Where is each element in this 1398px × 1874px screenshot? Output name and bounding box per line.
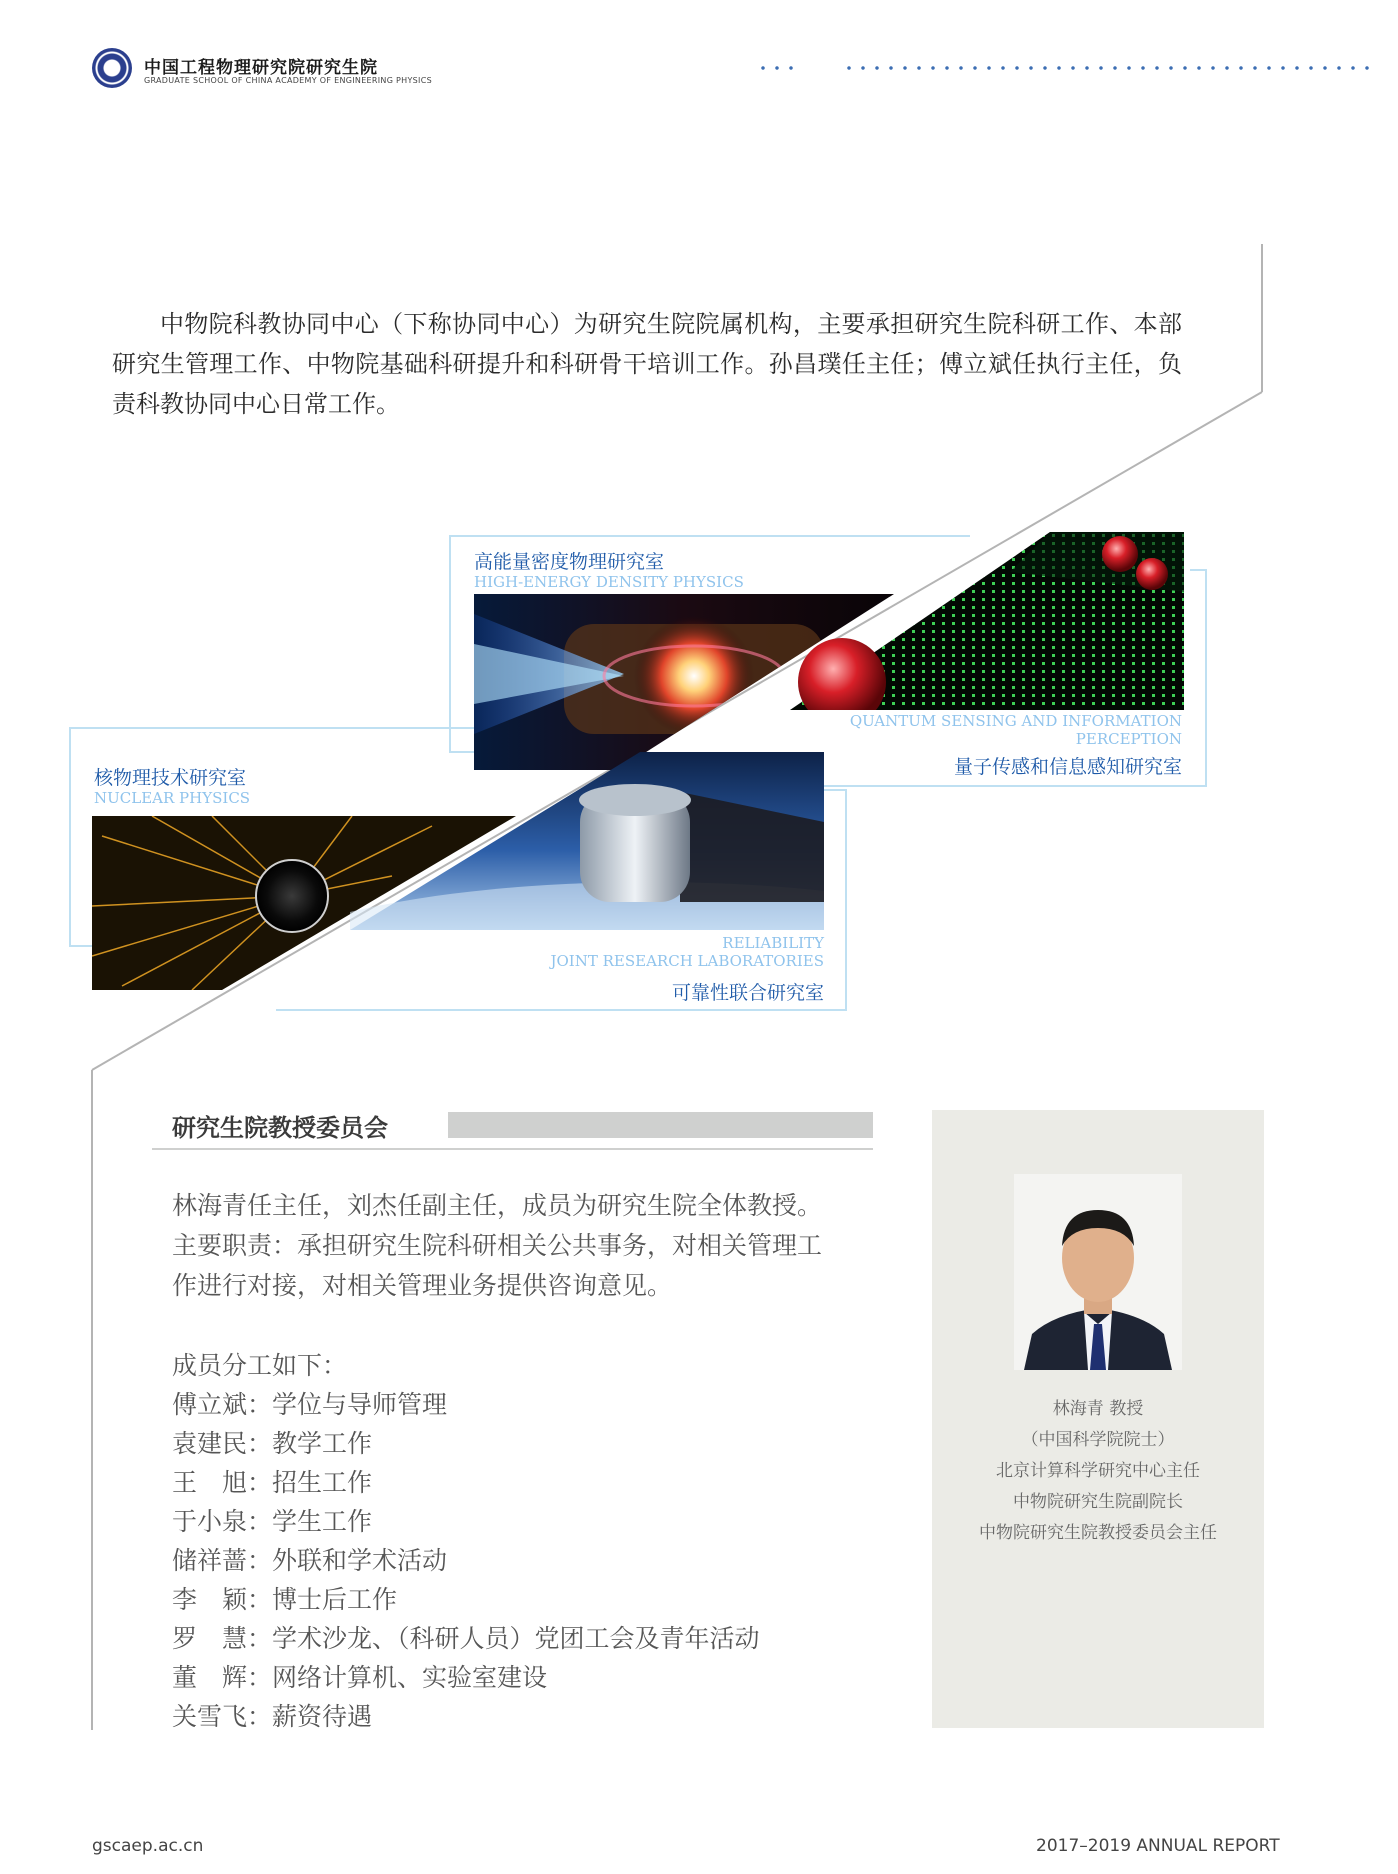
member-item: 储祥蔷：外联和学术活动 <box>172 1546 448 1575</box>
lab-quantum-name-en-2: PERCEPTION <box>1075 730 1182 748</box>
quantum-lab-photo <box>790 532 1184 710</box>
committee-desc-line-2: 主要职责：承担研究生院科研相关公共事务，对相关管理工 <box>172 1231 823 1260</box>
lab-reliability-name-en-1: RELIABILITY <box>722 934 824 952</box>
committee-divider <box>152 1148 873 1150</box>
org-name-en: GRADUATE SCHOOL OF CHINA ACADEMY OF ENGINEERING PHYSICS <box>144 76 432 85</box>
committee-title-bar <box>448 1112 873 1138</box>
profile-line: （中国科学院院士） <box>1021 1430 1175 1450</box>
lab-nuclear-name-en: NUCLEAR PHYSICS <box>94 789 251 807</box>
lab-nuclear-name-cn: 核物理技术研究室 <box>94 767 247 789</box>
member-item: 傅立斌：学位与导师管理 <box>172 1390 448 1419</box>
portrait-photo <box>1014 1174 1182 1370</box>
lab-reliability-name-en-2: JOINT RESEARCH LABORATORIES <box>550 952 824 970</box>
intro-paragraph: 中物院科教协同中心（下称协同中心）为研究生院院属机构，主要承担研究生院科研工作、本部研究生管理工作、中物院基础科研提升和科研骨干培训工作。孙昌璞任主任；傅立斌任执行主任，负责科教协同中心日常工作。 <box>112 310 1182 418</box>
member-item: 罗 慧：学术沙龙、（科研人员）党团工会及青年活动 <box>172 1624 760 1653</box>
profile-line: 北京计算科学研究中心主任 <box>996 1461 1200 1481</box>
member-item: 于小泉：学生工作 <box>172 1507 373 1536</box>
reliability-lab-photo <box>350 752 824 930</box>
lab-hed-name-en: HIGH-ENERGY DENSITY PHYSICS <box>474 573 744 591</box>
footer-website[interactable]: gscaep.ac.cn <box>92 1836 204 1856</box>
lab-quantum-name-cn: 量子传感和信息感知研究室 <box>953 756 1182 778</box>
member-item: 王 旭：招生工作 <box>172 1468 373 1497</box>
member-item: 袁建民：教学工作 <box>172 1429 373 1458</box>
member-item: 李 颖：博士后工作 <box>172 1585 398 1614</box>
profile-line: 中物院研究生院副院长 <box>1013 1492 1183 1512</box>
committee-desc-line-1: 林海青任主任，刘杰任副主任，成员为研究生院全体教授。 <box>172 1191 823 1220</box>
member-item: 关雪飞：薪资待遇 <box>172 1702 373 1731</box>
lab-hed-name-cn: 高能量密度物理研究室 <box>474 551 665 573</box>
members-intro: 成员分工如下： <box>172 1351 348 1380</box>
committee-desc-line-3: 作进行对接，对相关管理业务提供咨询意见。 <box>172 1271 673 1300</box>
lab-reliability-name-cn: 可靠性联合研究室 <box>671 982 824 1004</box>
org-name-cn: 中国工程物理研究院研究生院 <box>144 58 378 78</box>
profile-line: 中物院研究生院教授委员会主任 <box>979 1523 1217 1543</box>
footer-report-title: 2017–2019 ANNUAL REPORT <box>1036 1836 1280 1856</box>
committee-title: 研究生院教授委员会 <box>172 1114 388 1142</box>
member-item: 董 辉：网络计算机、实验室建设 <box>172 1663 548 1692</box>
profile-name: 林海青 教授 <box>1052 1399 1144 1419</box>
lab-quantum-name-en-1: QUANTUM SENSING AND INFORMATION <box>849 712 1182 730</box>
